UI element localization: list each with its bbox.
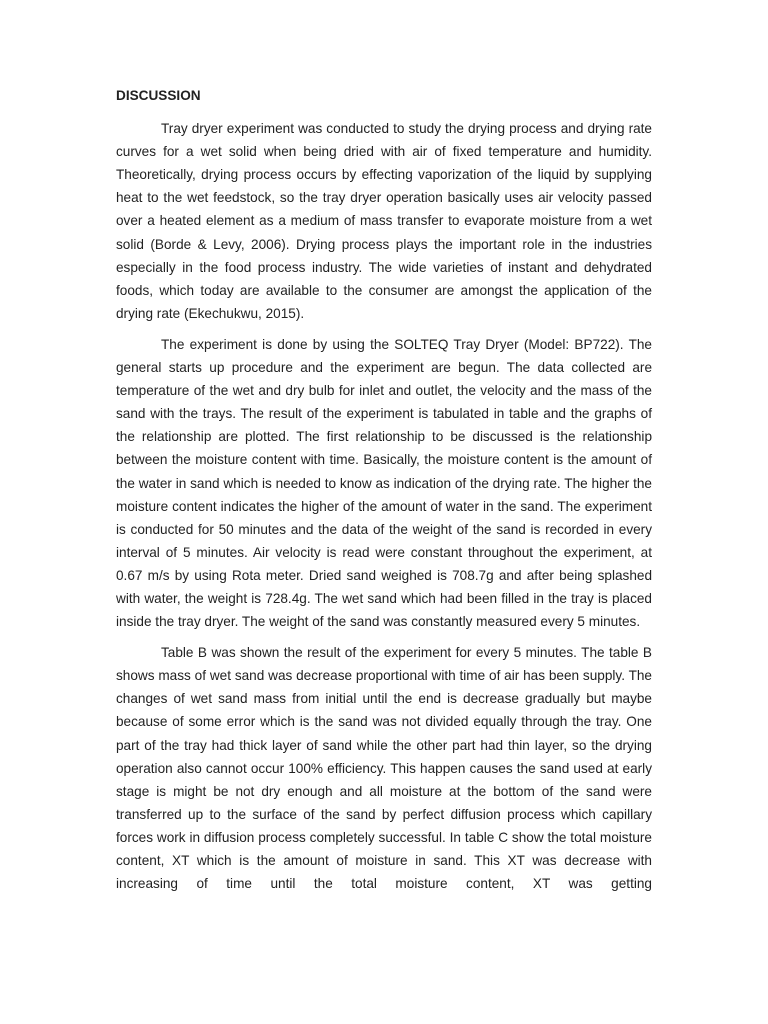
paragraph-results: Table B was shown the result of the experiment for every 5 minutes. The table B shows mass of wet sand was decrease proportional with time of air has been supply. The changes of wet sand mass from initial until the end is decrease gradually but maybe because of some error which is the sand was not divided equally through the tray. One part of the tray had thick layer of sand while the other part had thin layer, so the drying operation also cannot occur 100% efficiency. This happen causes the sand used at early stage is might be not dry enough and all moisture at the bottom of the sand were transferred up to the surface of the sand by perfect diffusion process which capillary forces work in diffusion process completely successful. In table C show the total moisture content, XT which is the amount of moisture in sand. This XT was decrease with increasing of time until the total moisture content, XT was getting xyxy=(116,645,652,892)
paragraph-experiment: The experiment is done by using the SOLTEQ Tray Dryer (Model: BP722). The general starts up procedure and the experiment are begun. The data collected are temperature of the wet and dry bulb for inlet and outlet, the velocity and the mass of the sand with the trays. The result of the experiment is tabulated in table and the graphs of the relationship are plotted. The first relationship to be discussed is the relationship between the moisture content with time. Basically, the moisture content is the amount of the water in sand which is needed to know as indication of the drying rate. The higher the moisture content indicates the higher of the amount of water in the sand. The experiment is conducted for 50 minutes and the data of the weight of the sand is recorded in every interval of 5 minutes. Air velocity is read were constant throughout the experiment, at 0.67 m/s by using Rota meter. Dried sand weighed is 708.7g and after being splashed with water, the weight is 728.4g. The wet sand which had been filled in the tray is placed inside the tray dryer. The weight of the sand was constantly measured every 5 minutes. xyxy=(116,336,652,630)
paragraph-intro: Tray dryer experiment was conducted to study the drying process and drying rate curves for a wet solid when being dried with air of fixed temperature and humidity. Theoretically, drying process occurs by effecting vaporization of the liquid by supplying heat to the wet feedstock, so the tray dryer operation basically uses air velocity passed over a heated element as a medium of mass transfer to evaporate moisture from a wet solid (Borde & Levy, 2006). Drying process plays the important role in the industries especially in the food process industry. The wide varieties of instant and dehydrated foods, which today are available to the consumer are amongst the application of the drying rate (Ekechukwu, 2015). xyxy=(116,121,652,321)
section-heading: DISCUSSION xyxy=(116,88,201,103)
document-body xyxy=(116,84,652,903)
